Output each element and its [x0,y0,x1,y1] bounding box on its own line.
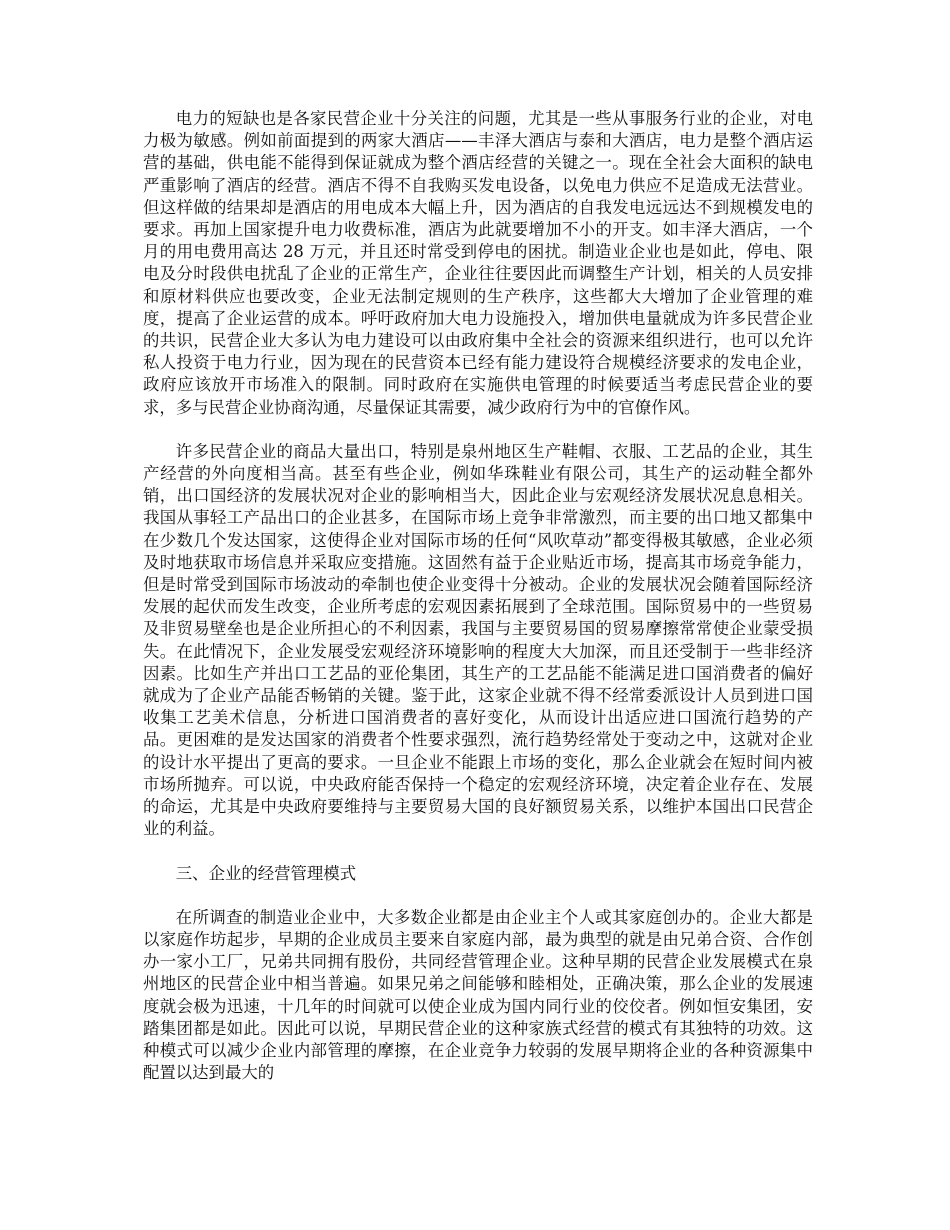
paragraph-management-model: 在所调查的制造业企业中，大多数企业都是由企业主个人或其家庭创办的。企业大都是以家庭作坊起步，早期的企业成员主要来自家庭内部，最为典型的就是由兄弟合资、合作创办一家小工厂，兄弟共同拥有股份，共同经营管理企业。这种早期的民营企业发展模式在泉州地区的民营企业中相当普遍。如果兄弟之间能够和睦相处，正确决策，那么企业的发展速度就会极为迅速，十几年的时间就可以使企业成为国内同行业的佼佼者。例如恒安集团，安踏集团都是如此。因此可以说，早期民营企业的这种家族式经营的模式有其独特的功效。这种模式可以减少企业内部管理的摩擦，在企业竞争力较弱的发展早期将企业的各种资源集中配置以达到最大的 [143,907,813,1083]
document-page [143,108,813,1106]
section-heading: 三、企业的经营管理模式 [175,863,357,883]
paragraph-export-dependence: 许多民营企业的商品大量出口，特别是泉州地区生产鞋帽、衣服、工艺品的企业，其生产经营的外向度相当高。甚至有些企业，例如华珠鞋业有限公司，其生产的运动鞋全都外销，出口国经济的发展状况对企业的影响相当大，因此企业与宏观经济发展状况息息相关。我国从事轻工产品出口的企业甚多，在国际市场上竞争非常激烈，而主要的出口地又都集中在少数几个发达国家，这使得企业对国际市场的任何“风吹草动”都变得极其敏感，企业必须及时地获取市场信息并采取应变措施。这固然有益于企业贴近市场，提高其市场竞争能力，但是时常受到国际市场波动的牵制也使企业变得十分被动。企业的发展状况会随着国际经济发展的起伏而发生改变，企业所考虑的宏观因素拓展到了全球范围。国际贸易中的一些贸易及非贸易壁垒也是企业所担心的不利因素，我国与主要贸易国的贸易摩擦常常使企业蒙受损失。在此情况下，企业发展受宏观经济环境影响的程度大大加深，而且还受制于一些非经济因素。比如生产并出口工艺品的亚伦集团，其生产的工艺品能不能满足进口国消费者的偏好就成为了企业产品能否畅销的关键。鉴于此，这家企业就不得不经常委派设计人员到进口国收集工艺美术信息，分析进口国消费者的喜好变化，从而设计出适应进口国流行趋势的产品。更困难的是发达国家的消费者个性要求强烈，流行趋势经常处于变动之中，这就对企业的设计水平提出了更高的要求。一旦企业不能跟上市场的变化，那么企业就会在短时间内被市场所抛弃。可以说，中央政府能否保持一个稳定的宏观经济环境，决定着企业存在、发展的命运，尤其是中央政府要维持与主要贸易大国的良好额贸易关系，以维护本国出口民营企业的利益。 [143,441,813,839]
paragraph-electricity-shortage: 电力的短缺也是各家民营企业十分关注的问题，尤其是一些从事服务行业的企业，对电力极为敏感。例如前面提到的两家大酒店——丰泽大酒店与泰和大酒店，电力是整个酒店运营的基础，供电能不能得到保证就成为整个酒店经营的关键之一。现在全社会大面积的缺电严重影响了酒店的经营。酒店不得不自我购买发电设备，以免电力供应不足造成无法营业。但这样做的结果却是酒店的用电成本大幅上升，因为酒店的自我发电远远达不到规模发电的要求。再加上国家提升电力收费标准，酒店为此就要增加不小的开支。如丰泽大酒店，一个月的用电费用高达 28 万元，并且还时常受到停电的困扰。制造业企业也是如此，停电、限电及分时段供电扰乱了企业的正常生产，企业往往要因此而调整生产计划，相关的人员安排和原材料供应也要改变，企业无法制定规则的生产秩序，这些都大大增加了企业管理的难度，提高了企业运营的成本。呼吁政府加大电力设施投入，增加供电量就成为许多民营企业的共识，民营企业大多认为电力建设可以由政府集中全社会的资源来组织进行，也可以允许私人投资于电力行业，因为现在的民营资本已经有能力建设符合规模经济要求的发电企业，政府应该放开市场准入的限制。同时政府在实施供电管理的时候要适当考虑民营企业的要求，多与民营企业协商沟通，尽量保证其需要，减少政府行为中的官僚作风。 [143,109,813,417]
